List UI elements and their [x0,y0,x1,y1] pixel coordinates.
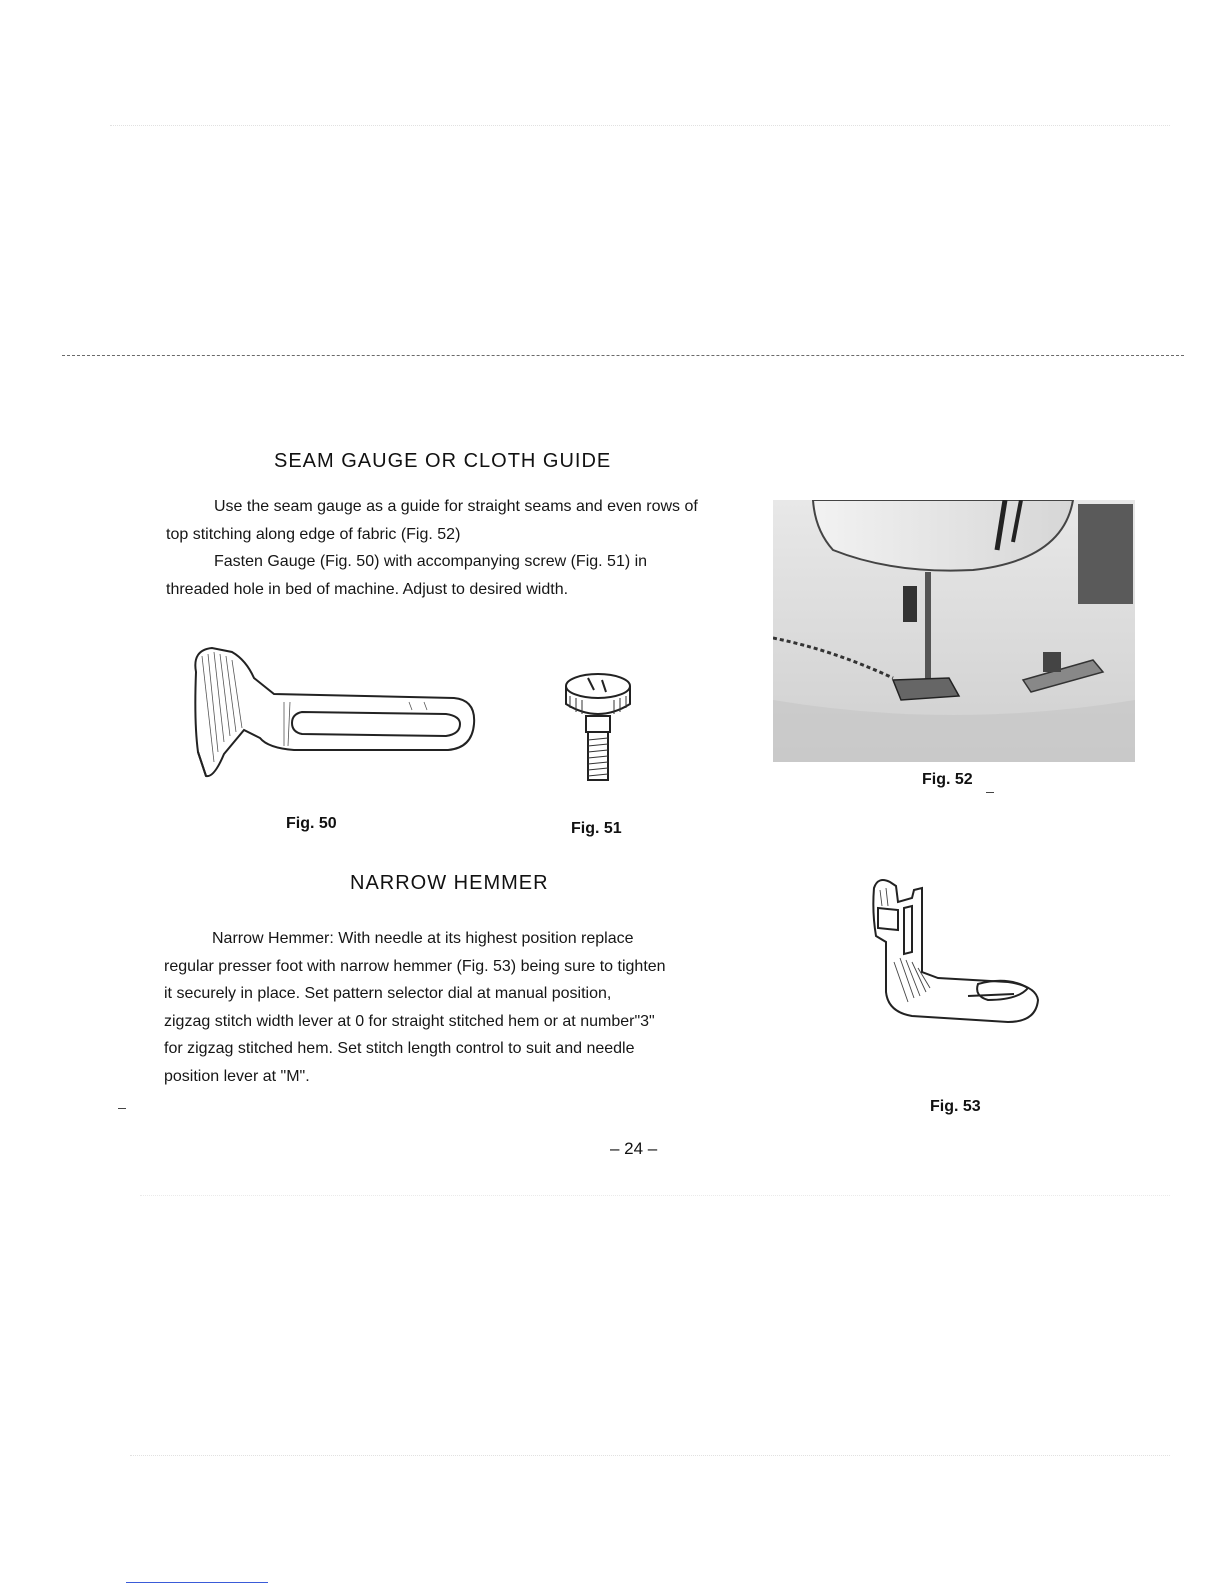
seam-gauge-line-text: Use the seam gauge as a guide for straight seams and even rows of [214,498,698,515]
stray-mark [118,1108,126,1109]
seam-gauge-heading: SEAM GAUGE OR CLOTH GUIDE [274,450,612,472]
top-divider-rule [62,355,1184,356]
stray-mark [986,792,994,793]
narrow-hemmer-line [164,925,736,953]
narrow-hemmer-text [164,925,736,1090]
scan-noise-mid [140,1195,1170,1196]
seam-gauge-line [166,493,740,521]
seam-gauge-text [166,493,740,603]
narrow-hemmer-line [164,953,736,981]
narrow-hemmer-line-text: zigzag stitch width lever at 0 for straight stitched hem or at number"3" [164,1012,655,1030]
machine-presser-foot-photo [773,500,1135,762]
thumb-screw-icon [558,670,638,786]
fig50-caption: Fig. 50 [286,815,337,832]
seam-gauge-line [166,576,740,604]
narrow-hemmer-line-text: regular presser foot with narrow hemmer (Fig. 53) being sure to tighten [164,957,666,975]
narrow-hemmer-heading: NARROW HEMMER [350,872,549,894]
narrow-hemmer-foot-icon [868,872,1044,1044]
seam-gauge-plate-icon [184,642,480,782]
fig51-caption: Fig. 51 [571,820,622,837]
narrow-hemmer-line [164,1063,736,1091]
bottom-edge-line [126,1582,268,1583]
seam-gauge-line [166,521,740,549]
narrow-hemmer-line [164,1035,736,1063]
scan-noise-top [110,125,1170,126]
narrow-hemmer-line [164,980,736,1008]
fig53-caption: Fig. 53 [930,1098,981,1115]
narrow-hemmer-line-text: it securely in place. Set pattern selector dial at manual position, [164,985,612,1002]
fig52-caption: Fig. 52 [922,771,973,788]
page-number: – 24 – [610,1139,658,1158]
narrow-hemmer-line [164,1008,736,1036]
seam-gauge-line-text: threaded hole in bed of machine. Adjust to desired width. [166,580,569,598]
narrow-hemmer-line-text: for zigzag stitched hem. Set stitch length control to suit and needle [164,1040,635,1057]
seam-gauge-line-text: top stitching along edge of fabric (Fig. 52) [166,525,461,543]
scan-noise-bottom [130,1455,1170,1456]
narrow-hemmer-line-text: Narrow Hemmer: With needle at its highest position replace [212,930,634,947]
narrow-hemmer-line-text: position lever at "M". [164,1067,310,1085]
seam-gauge-line [166,548,740,576]
seam-gauge-line-text: Fasten Gauge (Fig. 50) with accompanying screw (Fig. 51) in [214,553,648,570]
